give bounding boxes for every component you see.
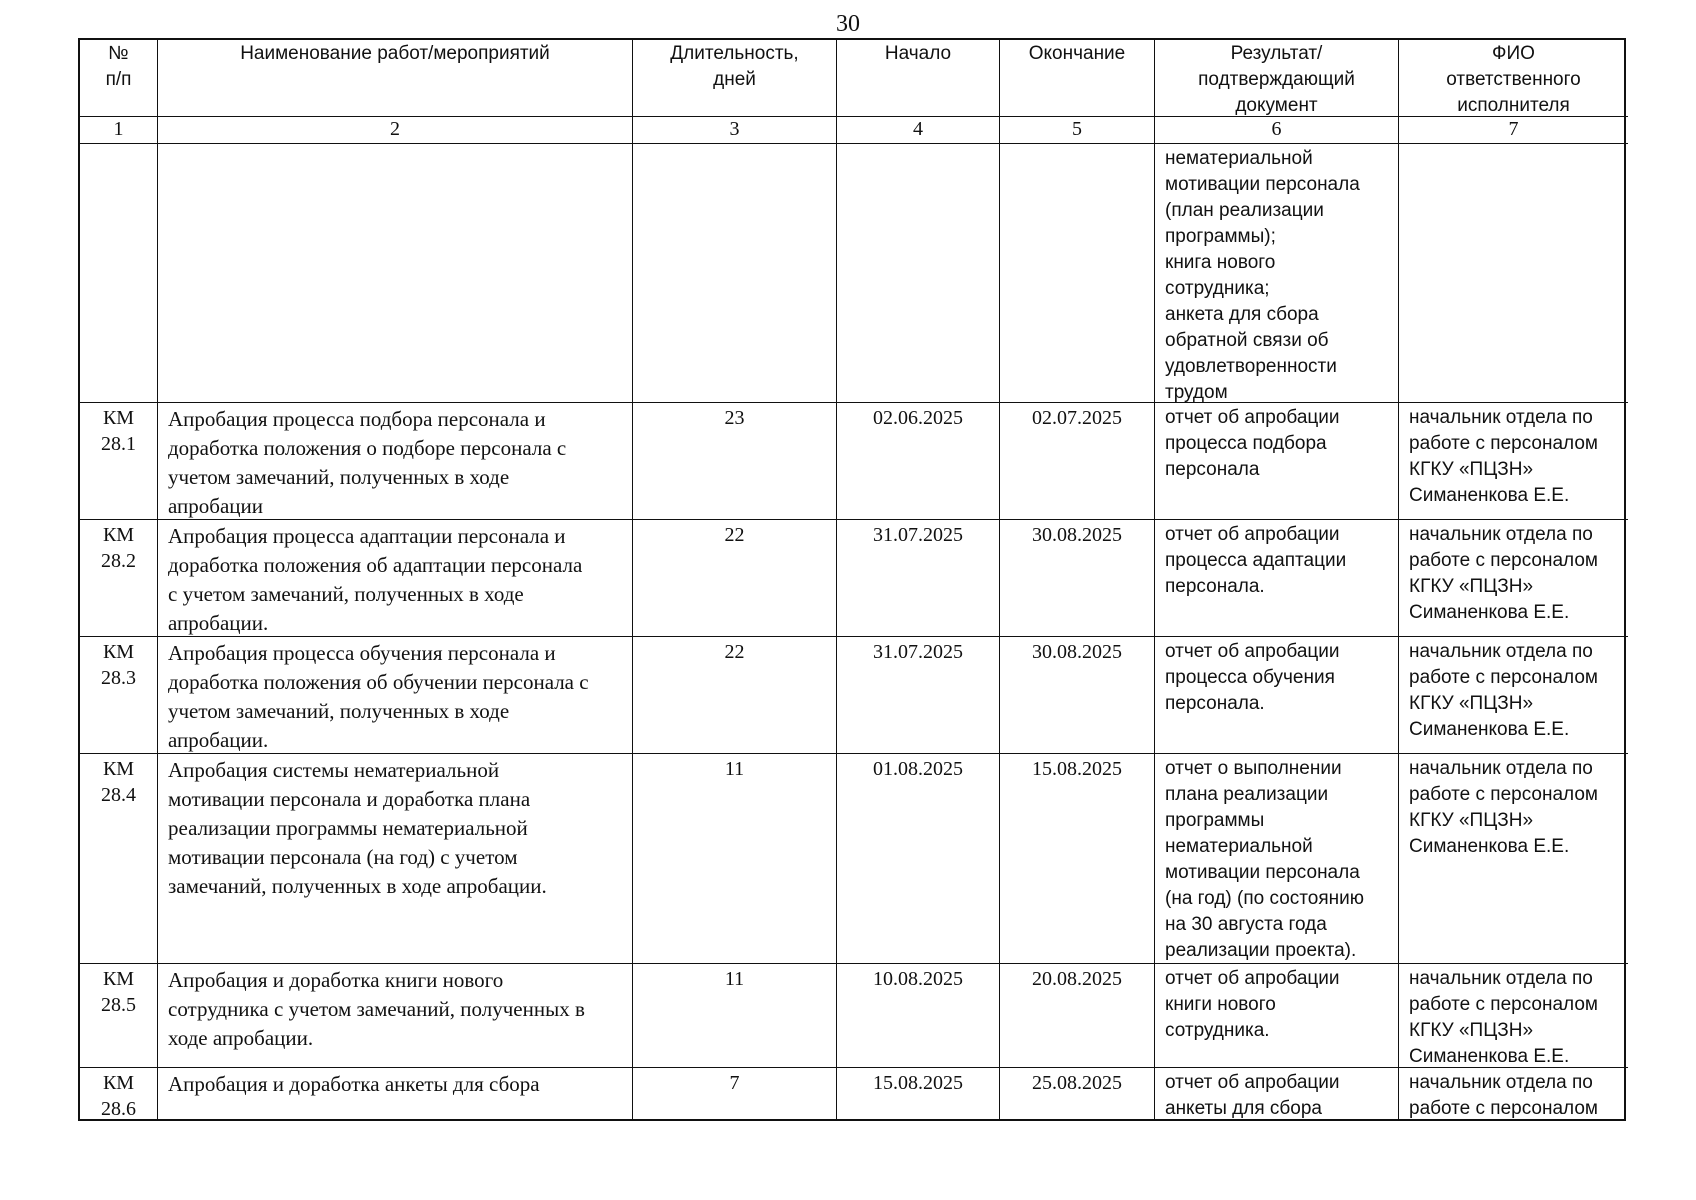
row-id: КМ 28.6 — [80, 1068, 158, 1120]
row-responsible: начальник отдела по работе с персоналом КГКУ «ПЦЗН» Симаненкова Е.Е. — [1399, 964, 1628, 1068]
row-start-date: 15.08.2025 — [837, 1068, 1000, 1120]
continuation-result-cell: нематериальной мотивации персонала (план реализации программы); книга нового сотрудника; анкета для сбора обратной связи об удовлетворенности трудом — [1155, 144, 1399, 403]
row-duration: 11 — [633, 754, 837, 964]
column-number: 4 — [837, 117, 1000, 144]
row-end-date: 20.08.2025 — [1000, 964, 1155, 1068]
work-plan-table — [78, 38, 1626, 1121]
row-work-name: Апробация системы нематериальной мотивации персонала и доработка плана реализации программы нематериальной мотивации персонала (на год) с учетом замечаний, полученных в ходе апробации. — [158, 754, 633, 964]
continuation-start-cell — [837, 144, 1000, 403]
continuation-end-cell — [1000, 144, 1155, 403]
row-start-date: 01.08.2025 — [837, 754, 1000, 964]
row-responsible: начальник отдела по работе с персоналом КГКУ «ПЦЗН» Симаненкова Е.Е. — [1399, 754, 1628, 964]
row-responsible: начальник отдела по работе с персоналом КГКУ «ПЦЗН» Симаненкова Е.Е. — [1399, 637, 1628, 754]
row-start-date: 02.06.2025 — [837, 403, 1000, 520]
column-number: 5 — [1000, 117, 1155, 144]
row-start-date: 31.07.2025 — [837, 637, 1000, 754]
row-duration: 22 — [633, 637, 837, 754]
row-end-date: 25.08.2025 — [1000, 1068, 1155, 1120]
row-result: отчет о выполнении плана реализации программы нематериальной мотивации персонала (на год) (по состоянию на 30 августа года реализации проекта). — [1155, 754, 1399, 964]
row-duration: 23 — [633, 403, 837, 520]
header-duration: Длительность, дней — [633, 40, 837, 117]
header-work-name: Наименование работ/мероприятий — [158, 40, 633, 117]
header-end: Окончание — [1000, 40, 1155, 117]
row-end-date: 15.08.2025 — [1000, 754, 1155, 964]
row-end-date: 30.08.2025 — [1000, 520, 1155, 637]
column-number: 2 — [158, 117, 633, 144]
row-id: КМ 28.2 — [80, 520, 158, 637]
row-start-date: 31.07.2025 — [837, 520, 1000, 637]
row-work-name: Апробация процесса подбора персонала и доработка положения о подборе персонала с учетом замечаний, полученных в ходе апробации — [158, 403, 633, 520]
header-start: Начало — [837, 40, 1000, 117]
row-end-date: 02.07.2025 — [1000, 403, 1155, 520]
row-id: КМ 28.4 — [80, 754, 158, 964]
row-responsible: начальник отдела по работе с персоналом — [1409, 1072, 1598, 1119]
row-id: КМ 28.3 — [80, 637, 158, 754]
row-result: отчет об апробации книги нового сотрудника. — [1155, 964, 1399, 1068]
header-responsible: ФИО ответственного исполнителя — [1399, 40, 1628, 117]
header-result: Результат/ подтверждающий документ — [1155, 40, 1399, 117]
page-number: 30 — [836, 11, 860, 37]
row-responsible: начальник отдела по работе с персоналом КГКУ «ПЦЗН» Симаненкова Е.Е. — [1399, 520, 1628, 637]
row-end-date: 30.08.2025 — [1000, 637, 1155, 754]
column-number: 1 — [80, 117, 158, 144]
header-number: № п/п — [80, 40, 158, 117]
column-number: 6 — [1155, 117, 1399, 144]
continuation-name-cell — [158, 144, 633, 403]
row-work-name: Апробация процесса обучения персонала и доработка положения об обучении персонала с учетом замечаний, полученных в ходе апробации. — [158, 637, 633, 754]
row-result: отчет об апробации процесса адаптации персонала. — [1155, 520, 1399, 637]
row-id: КМ 28.5 — [80, 964, 158, 1068]
row-start-date: 10.08.2025 — [837, 964, 1000, 1068]
column-number: 3 — [633, 117, 837, 144]
row-duration: 7 — [633, 1068, 837, 1120]
continuation-id-cell — [80, 144, 158, 403]
row-work-name: Апробация и доработка книги нового сотрудника с учетом замечаний, полученных в ходе апробации. — [158, 964, 633, 1068]
row-duration: 22 — [633, 520, 837, 637]
continuation-responsible-cell — [1399, 144, 1628, 403]
row-result: отчет об апробации анкеты для сбора — [1155, 1068, 1399, 1120]
row-work-name: Апробация процесса адаптации персонала и доработка положения об адаптации персонала с учетом замечаний, полученных в ходе апробации. — [158, 520, 633, 637]
row-id: КМ 28.1 — [80, 403, 158, 520]
row-responsible: начальник отдела по работе с персоналом КГКУ «ПЦЗН» Симаненкова Е.Е. — [1399, 403, 1628, 520]
row-work-name: Апробация и доработка анкеты для сбора — [158, 1068, 633, 1120]
row-result: отчет об апробации процесса обучения персонала. — [1155, 637, 1399, 754]
row-result: отчет об апробации процесса подбора персонала — [1155, 403, 1399, 520]
column-number: 7 — [1399, 117, 1628, 144]
row-duration: 11 — [633, 964, 837, 1068]
continuation-duration-cell — [633, 144, 837, 403]
